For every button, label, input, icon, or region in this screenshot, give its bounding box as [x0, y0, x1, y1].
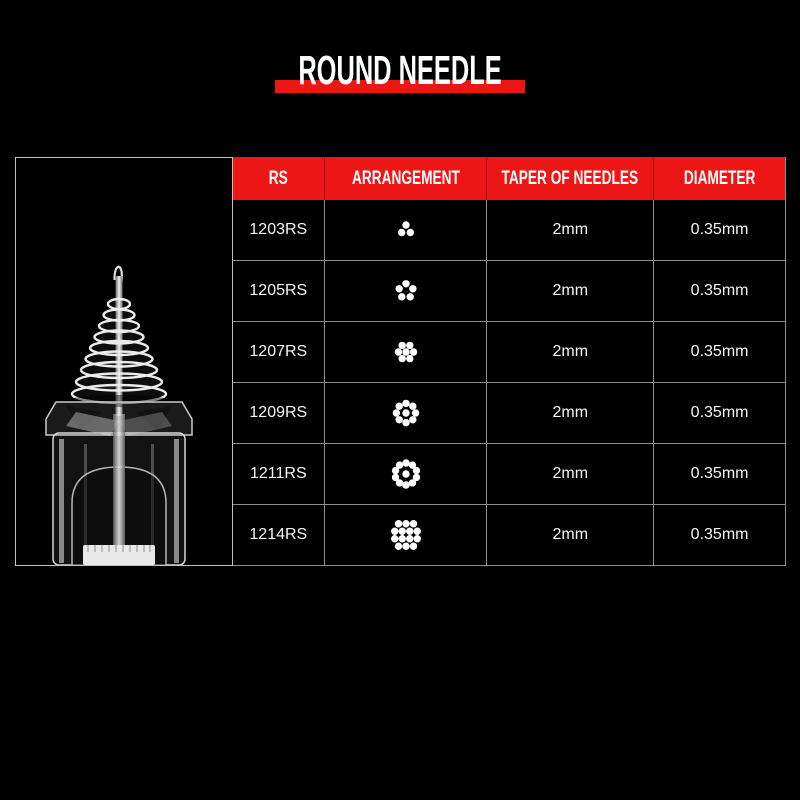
cell-arrangement	[325, 444, 488, 504]
table-row-1209rs	[233, 382, 785, 443]
rs-value: 1214RS	[249, 526, 308, 543]
rs-value: 1209RS	[249, 404, 308, 421]
diameter-value: 0.35mm	[690, 465, 749, 482]
spec-panel	[15, 157, 786, 566]
cell-arrangement	[325, 261, 488, 321]
needle-arrangement-11-dots	[383, 451, 429, 497]
table-body	[233, 200, 785, 565]
taper-value: 2mm	[552, 404, 589, 421]
needle-arrangement-9-dots	[383, 390, 429, 436]
taper-value: 2mm	[552, 282, 589, 299]
needle-arrangement-3-dots	[383, 207, 429, 253]
diameter-value: 0.35mm	[690, 526, 749, 543]
diameter-value: 0.35mm	[690, 282, 749, 299]
table-row-1205rs	[233, 260, 785, 321]
table-row-1214rs	[233, 504, 785, 565]
page-title	[0, 47, 800, 93]
table-row-1203rs	[233, 200, 785, 260]
spec-table	[233, 157, 786, 566]
cell-rs	[233, 383, 325, 443]
cell-taper	[487, 322, 654, 382]
cell-diameter	[654, 505, 785, 565]
taper-value: 2mm	[552, 526, 589, 543]
plunger	[83, 545, 155, 565]
col-header-label: RS	[268, 167, 288, 189]
cell-taper	[487, 505, 654, 565]
product-image-box	[15, 157, 233, 566]
cell-taper	[487, 444, 654, 504]
cell-rs	[233, 261, 325, 321]
threaded-cone	[72, 299, 166, 403]
cell-diameter	[654, 383, 785, 443]
rs-value: 1211RS	[249, 465, 307, 482]
cell-arrangement	[325, 200, 488, 260]
cell-diameter	[654, 261, 785, 321]
cell-rs	[233, 200, 325, 260]
needle-arrangement-5-dots	[383, 268, 429, 314]
diameter-value: 0.35mm	[690, 343, 749, 360]
cell-arrangement	[325, 505, 488, 565]
inner-needle-bar	[113, 414, 125, 552]
rs-value: 1203RS	[249, 221, 308, 238]
table-row-1211rs	[233, 443, 785, 504]
cell-rs	[233, 505, 325, 565]
table-row-1207rs	[233, 321, 785, 382]
col-header-arrangement	[325, 157, 488, 200]
table-header-row	[233, 157, 785, 200]
col-header-label: DIAMETER	[683, 167, 756, 189]
diameter-value: 0.35mm	[690, 221, 749, 238]
rs-value: 1207RS	[249, 343, 308, 360]
col-header-label: TAPER OF NEEDLES	[502, 167, 639, 189]
cell-taper	[487, 383, 654, 443]
col-header-diameter	[654, 157, 785, 200]
cell-rs	[233, 444, 325, 504]
cell-rs	[233, 322, 325, 382]
taper-value: 2mm	[552, 343, 589, 360]
col-header-taper-of-needles	[487, 157, 654, 200]
cell-diameter	[654, 322, 785, 382]
cell-taper	[487, 261, 654, 321]
cell-arrangement	[325, 322, 488, 382]
page-title-text: ROUND NEEDLE	[298, 47, 502, 93]
needle-cartridge-image	[16, 158, 232, 565]
diameter-value: 0.35mm	[690, 404, 749, 421]
taper-value: 2mm	[552, 221, 589, 238]
col-header-rs	[233, 157, 325, 200]
rs-value: 1205RS	[249, 282, 308, 299]
needle-arrangement-14-dots	[383, 512, 429, 558]
needle-arrangement-7-dots	[383, 329, 429, 375]
col-header-label: ARRANGEMENT	[351, 167, 460, 189]
cell-taper	[487, 200, 654, 260]
cell-arrangement	[325, 383, 488, 443]
cell-diameter	[654, 444, 785, 504]
taper-value: 2mm	[552, 465, 589, 482]
cell-diameter	[654, 200, 785, 260]
